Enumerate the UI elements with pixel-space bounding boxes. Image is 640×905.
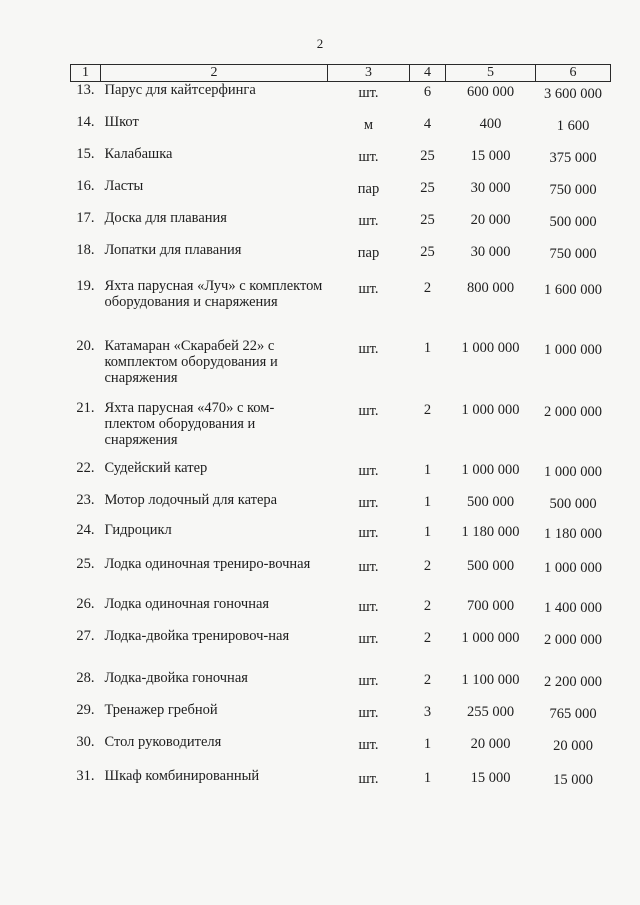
- item-total: 1 000 000: [544, 341, 602, 358]
- header-cell-1: 1: [71, 65, 101, 82]
- row-number: 21.: [76, 399, 95, 416]
- item-price: 30 000: [470, 243, 511, 260]
- equipment-table: [70, 64, 611, 802]
- item-total: 3 600 000: [544, 86, 602, 102]
- item-name: Лодка одиночная трениро-вочная: [104, 555, 311, 572]
- item-quantity: 2: [423, 671, 432, 688]
- row-number: 14.: [76, 113, 95, 130]
- item-name: Ласты: [104, 177, 144, 194]
- table-row: [71, 702, 611, 734]
- table-row: [71, 146, 611, 178]
- item-name: Шкот: [104, 113, 139, 130]
- table-row: [71, 768, 611, 802]
- page-number: 2: [316, 36, 324, 51]
- item-price: 800 000: [466, 279, 515, 296]
- header-cell-3: 3: [328, 65, 410, 82]
- item-name: Тренажер гребной: [104, 701, 218, 718]
- item-unit: шт.: [358, 672, 379, 689]
- item-total: 20 000: [553, 737, 593, 754]
- row-number: 25.: [76, 555, 95, 572]
- item-unit: шт.: [358, 736, 379, 753]
- item-name: Катамаран «Скарабей 22» с комплектом оборудования и снаряжения: [104, 337, 278, 386]
- header-cell-4: 4: [410, 65, 446, 82]
- item-total: 765 000: [549, 705, 597, 722]
- item-quantity: 1: [423, 339, 432, 356]
- item-total: 1 400 000: [544, 599, 602, 616]
- row-number: 27.: [76, 627, 95, 644]
- item-price: 15 000: [470, 769, 511, 786]
- item-price: 1 100 000: [461, 671, 520, 688]
- table-row: [71, 210, 611, 242]
- row-number: 18.: [76, 241, 95, 258]
- table-row: [71, 556, 611, 596]
- row-number: 30.: [76, 733, 95, 750]
- item-quantity: 3: [423, 703, 432, 720]
- item-total: 500 000: [549, 213, 597, 230]
- header-cell-5: 5: [446, 65, 536, 82]
- item-total: 375 000: [549, 149, 597, 166]
- table-row: [71, 82, 611, 114]
- item-unit: м: [363, 116, 374, 133]
- item-unit: шт.: [358, 558, 379, 575]
- row-number: 17.: [76, 209, 95, 226]
- row-number: 29.: [76, 701, 95, 718]
- item-price: 600 000: [466, 84, 515, 100]
- item-price: 20 000: [470, 735, 511, 752]
- item-quantity: 1: [423, 523, 432, 540]
- row-number: 13.: [76, 82, 95, 98]
- item-price: 1 180 000: [461, 523, 520, 540]
- item-unit: шт.: [358, 770, 379, 787]
- row-number: 26.: [76, 595, 95, 612]
- item-price: 1 000 000: [461, 461, 520, 478]
- item-total: 1 000 000: [544, 559, 602, 576]
- item-name: Шкаф комбинированный: [104, 767, 260, 784]
- table-row: [71, 628, 611, 670]
- item-price: 1 000 000: [461, 339, 520, 356]
- item-name: Доска для плавания: [104, 209, 227, 226]
- item-price: 700 000: [466, 597, 515, 614]
- item-quantity: 1: [423, 735, 432, 752]
- item-total: 2 000 000: [544, 403, 602, 420]
- item-quantity: 4: [423, 115, 432, 132]
- header-row: [71, 65, 611, 82]
- item-quantity: 25: [420, 147, 435, 164]
- table-body: [71, 82, 611, 802]
- item-name: Парус для кайтсерфинга: [104, 82, 256, 98]
- item-quantity: 1: [423, 493, 432, 510]
- item-quantity: 25: [420, 179, 435, 196]
- row-number: 24.: [76, 521, 95, 538]
- row-number: 23.: [76, 491, 95, 508]
- item-price: 500 000: [466, 493, 515, 510]
- table-row: [71, 522, 611, 556]
- item-quantity: 1: [423, 461, 432, 478]
- item-name: Лодка одиночная гоночная: [104, 595, 270, 612]
- item-quantity: 2: [423, 401, 432, 418]
- item-price: 400: [479, 115, 502, 132]
- item-total: 2 000 000: [544, 631, 602, 648]
- row-number: 15.: [76, 145, 95, 162]
- row-number: 31.: [76, 767, 95, 784]
- item-unit: шт.: [358, 148, 379, 165]
- row-number: 28.: [76, 669, 95, 686]
- item-name: Лодка-двойка тренировоч-ная: [104, 627, 290, 644]
- row-number: 16.: [76, 177, 95, 194]
- table-row: [71, 460, 611, 492]
- table-row: [71, 596, 611, 628]
- item-name: Судейский катер: [104, 459, 208, 476]
- item-unit: шт.: [358, 598, 379, 615]
- row-number: 20.: [76, 337, 95, 354]
- item-quantity: 2: [423, 279, 432, 296]
- header-cell-6: 6: [536, 65, 611, 82]
- item-name: Гидроцикл: [104, 521, 172, 538]
- item-name: Калабашка: [104, 145, 173, 162]
- item-quantity: 2: [423, 557, 432, 574]
- equipment-table-container: [70, 64, 610, 802]
- item-unit: шт.: [358, 704, 379, 721]
- table-row: [71, 734, 611, 768]
- item-quantity: 2: [423, 629, 432, 646]
- item-unit: шт.: [358, 85, 379, 101]
- item-price: 30 000: [470, 179, 511, 196]
- item-quantity: 6: [423, 84, 432, 100]
- table-row: [71, 492, 611, 522]
- item-name: Стол руководителя: [104, 733, 222, 750]
- table-row: [71, 338, 611, 400]
- row-number: 19.: [76, 277, 95, 294]
- item-total: 750 000: [549, 245, 597, 262]
- item-price: 255 000: [466, 703, 515, 720]
- item-total: 15 000: [553, 771, 593, 788]
- item-total: 1 180 000: [544, 525, 602, 542]
- item-unit: шт.: [358, 402, 379, 419]
- item-total: 2 200 000: [544, 673, 602, 690]
- item-price: 15 000: [470, 147, 511, 164]
- table-row: [71, 114, 611, 146]
- item-name: Лопатки для плавания: [104, 241, 242, 258]
- item-quantity: 2: [423, 597, 432, 614]
- row-number: 22.: [76, 459, 95, 476]
- item-price: 1 000 000: [461, 401, 520, 418]
- item-quantity: 25: [420, 211, 435, 228]
- item-unit: шт.: [358, 340, 379, 357]
- item-price: 500 000: [466, 557, 515, 574]
- table-row: [71, 278, 611, 338]
- item-total: 1 000 000: [544, 463, 602, 480]
- item-name: Мотор лодочный для катера: [104, 491, 278, 508]
- item-name: Яхта парусная «Луч» с комплектом оборудования и снаряжения: [104, 277, 323, 310]
- item-total: 1 600: [556, 117, 590, 134]
- item-unit: шт.: [358, 524, 379, 541]
- item-unit: шт.: [358, 462, 379, 479]
- table-row: [71, 242, 611, 278]
- item-unit: пар: [357, 180, 380, 197]
- item-unit: шт.: [358, 280, 379, 297]
- item-price: 20 000: [470, 211, 511, 228]
- item-quantity: 1: [423, 769, 432, 786]
- item-quantity: 25: [420, 243, 435, 260]
- item-price: 1 000 000: [461, 629, 520, 646]
- table-row: [71, 670, 611, 702]
- table-row: [71, 178, 611, 210]
- header-cell-2: 2: [101, 65, 328, 82]
- item-total: 500 000: [549, 495, 597, 512]
- item-name: Лодка-двойка гоночная: [104, 669, 248, 686]
- item-unit: пар: [357, 244, 380, 261]
- item-total: 750 000: [549, 181, 597, 198]
- item-unit: шт.: [358, 630, 379, 647]
- table-row: [71, 400, 611, 460]
- table-header: [71, 65, 611, 82]
- item-unit: шт.: [358, 494, 379, 511]
- item-total: 1 600 000: [544, 281, 602, 298]
- item-name: Яхта парусная «470» с ком-плектом оборудования и снаряжения: [104, 399, 275, 448]
- item-unit: шт.: [358, 212, 379, 229]
